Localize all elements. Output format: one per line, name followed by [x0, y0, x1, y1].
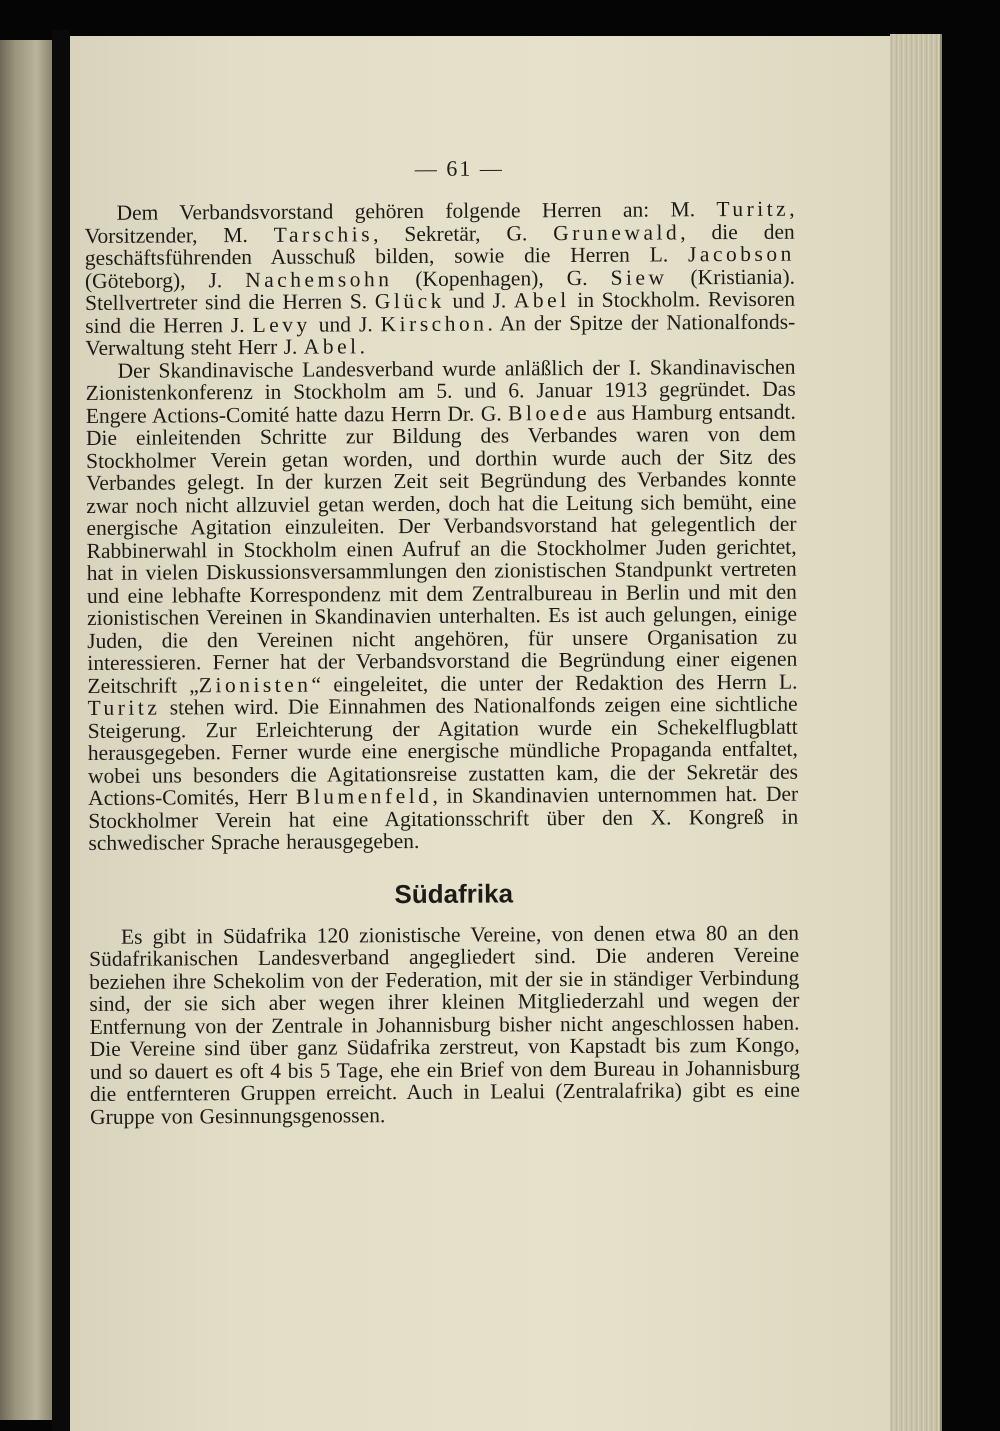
- left-page-edge: [0, 40, 52, 1420]
- scan-background: [942, 0, 1000, 1431]
- text-column: [84, 116, 800, 1128]
- page-stack-edge: [890, 34, 942, 1431]
- paragraph-verbandsvorstand: Dem Verbandsvorstand gehören folgende Herren an: M. Turitz, Vorsitzender, M. Tarschis, Sekretär, G. Grunewald, die den geschäftsführenden Ausschuß bilden, sowie die Herren L. Jacobson (Göteborg), J. Nachemsohn (Kopenhagen), G. Siew (Kristiania). Stellvertreter sind die Herren S. Glück und J. Abel in Stockholm. Revisoren sind die Herren J. Levy und J. Kirschon. An der Spitze der Nationalfonds-Verwaltung steht Herr J. Abel.: [84, 196, 796, 360]
- page-number: — 61 —: [414, 155, 504, 181]
- book-gutter: [52, 30, 70, 1431]
- paragraph-suedafrika: Es gibt in Südafrika 120 zionistische Vereine, von denen etwa 80 an den Südafrikanischen Landesverband angegliedert sind. Die anderen Vereine beziehen ihre Schekolim von der Federation, mit der sie in ständiger Verbindung sind, der sie sich aber wegen ihrer kleinen Mitgliederzahl und wegen der Entfernung von der Zentrale in Johannisburg bisher nicht angeschlossen haben. Die Vereine sind über ganz Südafrika zerstreut, von Kapstadt bis zum Kongo, und so dauert es oft 4 bis 5 Tage, ehe ein Brief von dem Bureau in Johannisburg die entfernteren Gruppen erreicht. Auch in Lealui (Zentralafrika) gibt es eine Gruppe von Gesinnungsgenossen.: [89, 920, 801, 1129]
- section-heading: Südafrika: [394, 877, 514, 909]
- paragraph-landesverband: Der Skandinavische Landesverband wurde anläßlich der I. Skandinavischen Zionistenkonferenz in Stockholm am 5. und 6. Januar 1913 gegründet. Das Engere Actions-Comité hatte dazu Herrn Dr. G. Bloede aus Hamburg entsandt. Die einleitenden Schritte zur Bildung des Verbandes waren von dem Stockholmer Verein getan worden, und dorthin wurde auch der Sitz des Verbandes gelegt. In der kurzen Zeit seit Begründung des Verbandes konnte zwar noch nicht allzuviel getan werden, doch hat die Leitung sich bemüht, eine energische Agitation einzuleiten. Der Verbandsvorstand hat gelegentlich der Rabbinerwahl in Stockholm einen Aufruf an die Stockholmer Juden gerichtet, hat in vielen Diskussionsversammlungen den zionistischen Standpunkt vertreten und eine lebhafte Korrespondenz mit dem Zentralbureau in Berlin und mit den zionistischen Vereinen in Skandinavien unterhalten. Es ist auch gelungen, einige Juden, die den Vereinen nicht angehören, für unsere Organisation zu interessieren. Ferner hat der Verbandsvorstand die Begründung einer eigenen Zeitschrift „Zionisten“ eingeleitet, die unter der Redaktion des Herrn L. Turitz stehen wird. Die Einnahmen des Nationalfonds zeigen eine sichtliche Steigerung. Zur Erleichterung der Agitation wurde ein Schekelflugblatt herausgegeben. Ferner wurde eine energische mündliche Propaganda entfaltet, wobei uns besonders die Agitationsreise zustatten kam, die der Sekretär des Actions-Comités, Herr Blumenfeld, in Skandinavien unternommen hat. Der Stockholmer Verein hat eine Agitationsschrift über den X. Kongreß in schwedischer Sprache herausgegeben.: [85, 354, 799, 855]
